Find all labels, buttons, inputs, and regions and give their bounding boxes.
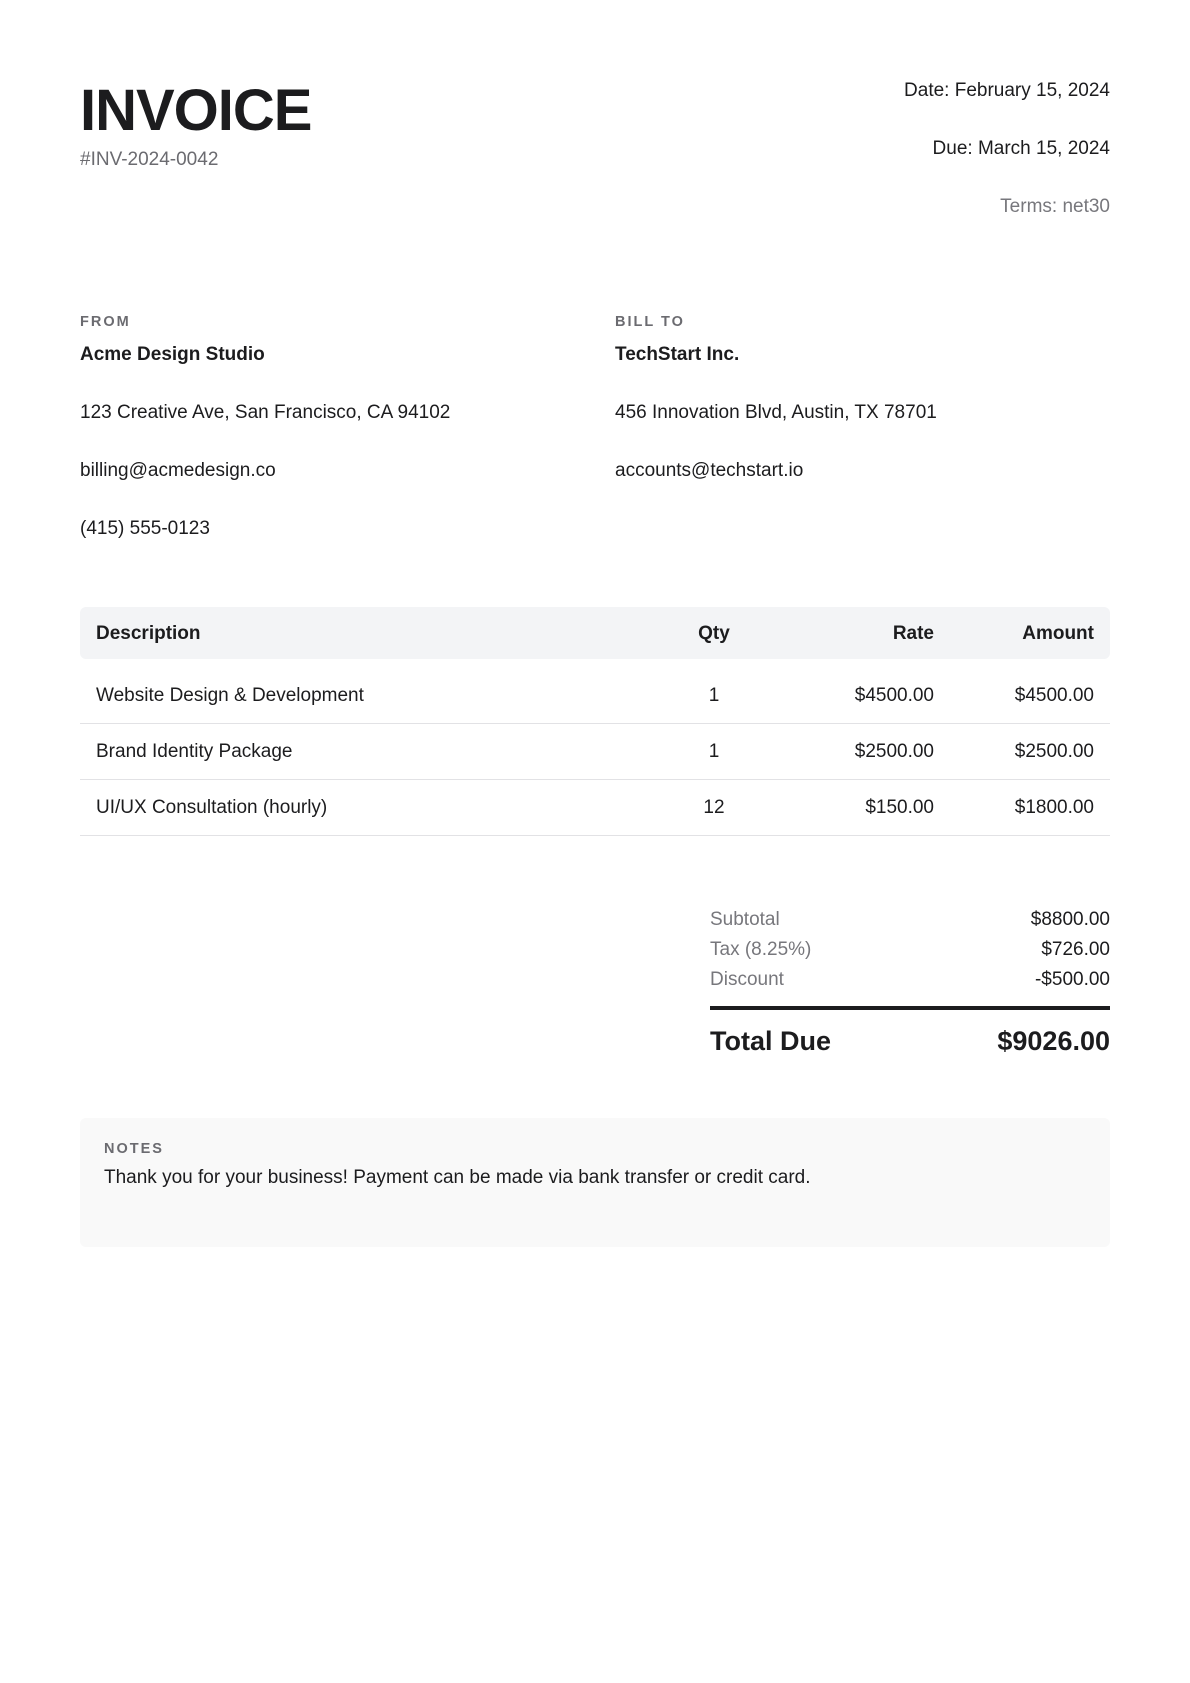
header-rate: Rate [892,623,934,644]
bill-to-address: 456 Innovation Blvd, Austin, TX 78701 [615,402,937,423]
payment-terms: Terms: net30 [1000,196,1110,217]
table-header [80,607,1110,659]
tax-label: Tax (8.25%) [710,939,812,960]
header-description: Description [96,623,201,644]
from-label: FROM [80,314,131,330]
total-due-value: $9026.00 [997,1026,1110,1056]
total-divider [710,1006,1110,1010]
item-rate: $150.00 [865,797,934,818]
item-qty: 1 [708,741,720,762]
invoice-date: Date: February 15, 2024 [904,80,1110,101]
item-description: Website Design & Development [96,685,364,706]
total-due-label: Total Due [710,1026,831,1056]
from-address: 123 Creative Ave, San Francisco, CA 94102 [80,402,451,423]
discount-label: Discount [710,969,784,990]
subtotal-value: $8800.00 [1030,909,1110,930]
invoice-title: INVOICE [80,78,312,143]
item-rate: $4500.00 [854,685,934,706]
row-divider [80,723,1110,724]
row-divider [80,835,1110,836]
item-amount: $4500.00 [1014,685,1094,706]
header-qty: Qty [698,623,730,644]
discount-value: -$500.00 [1034,969,1110,990]
item-amount: $2500.00 [1014,741,1094,762]
from-phone: (415) 555-0123 [80,518,210,539]
bill-to-label: BILL TO [615,314,685,330]
item-qty: 1 [708,685,720,706]
item-qty: 12 [703,797,725,818]
from-email: billing@acmedesign.co [80,460,276,481]
bill-to-email: accounts@techstart.io [615,460,804,481]
item-amount: $1800.00 [1014,797,1094,818]
notes-text: Thank you for your business! Payment can be made via bank transfer or credit card. [104,1167,811,1188]
subtotal-label: Subtotal [710,909,780,930]
invoice-number: #INV-2024-0042 [80,149,219,170]
tax-value: $726.00 [1041,939,1110,960]
notes-label: NOTES [104,1141,164,1157]
item-description: Brand Identity Package [96,741,293,762]
due-date: Due: March 15, 2024 [932,138,1110,159]
item-rate: $2500.00 [854,741,934,762]
item-description: UI/UX Consultation (hourly) [96,797,328,818]
from-name: Acme Design Studio [80,344,265,365]
header-amount: Amount [1022,623,1094,644]
bill-to-name: TechStart Inc. [615,344,740,365]
row-divider [80,779,1110,780]
